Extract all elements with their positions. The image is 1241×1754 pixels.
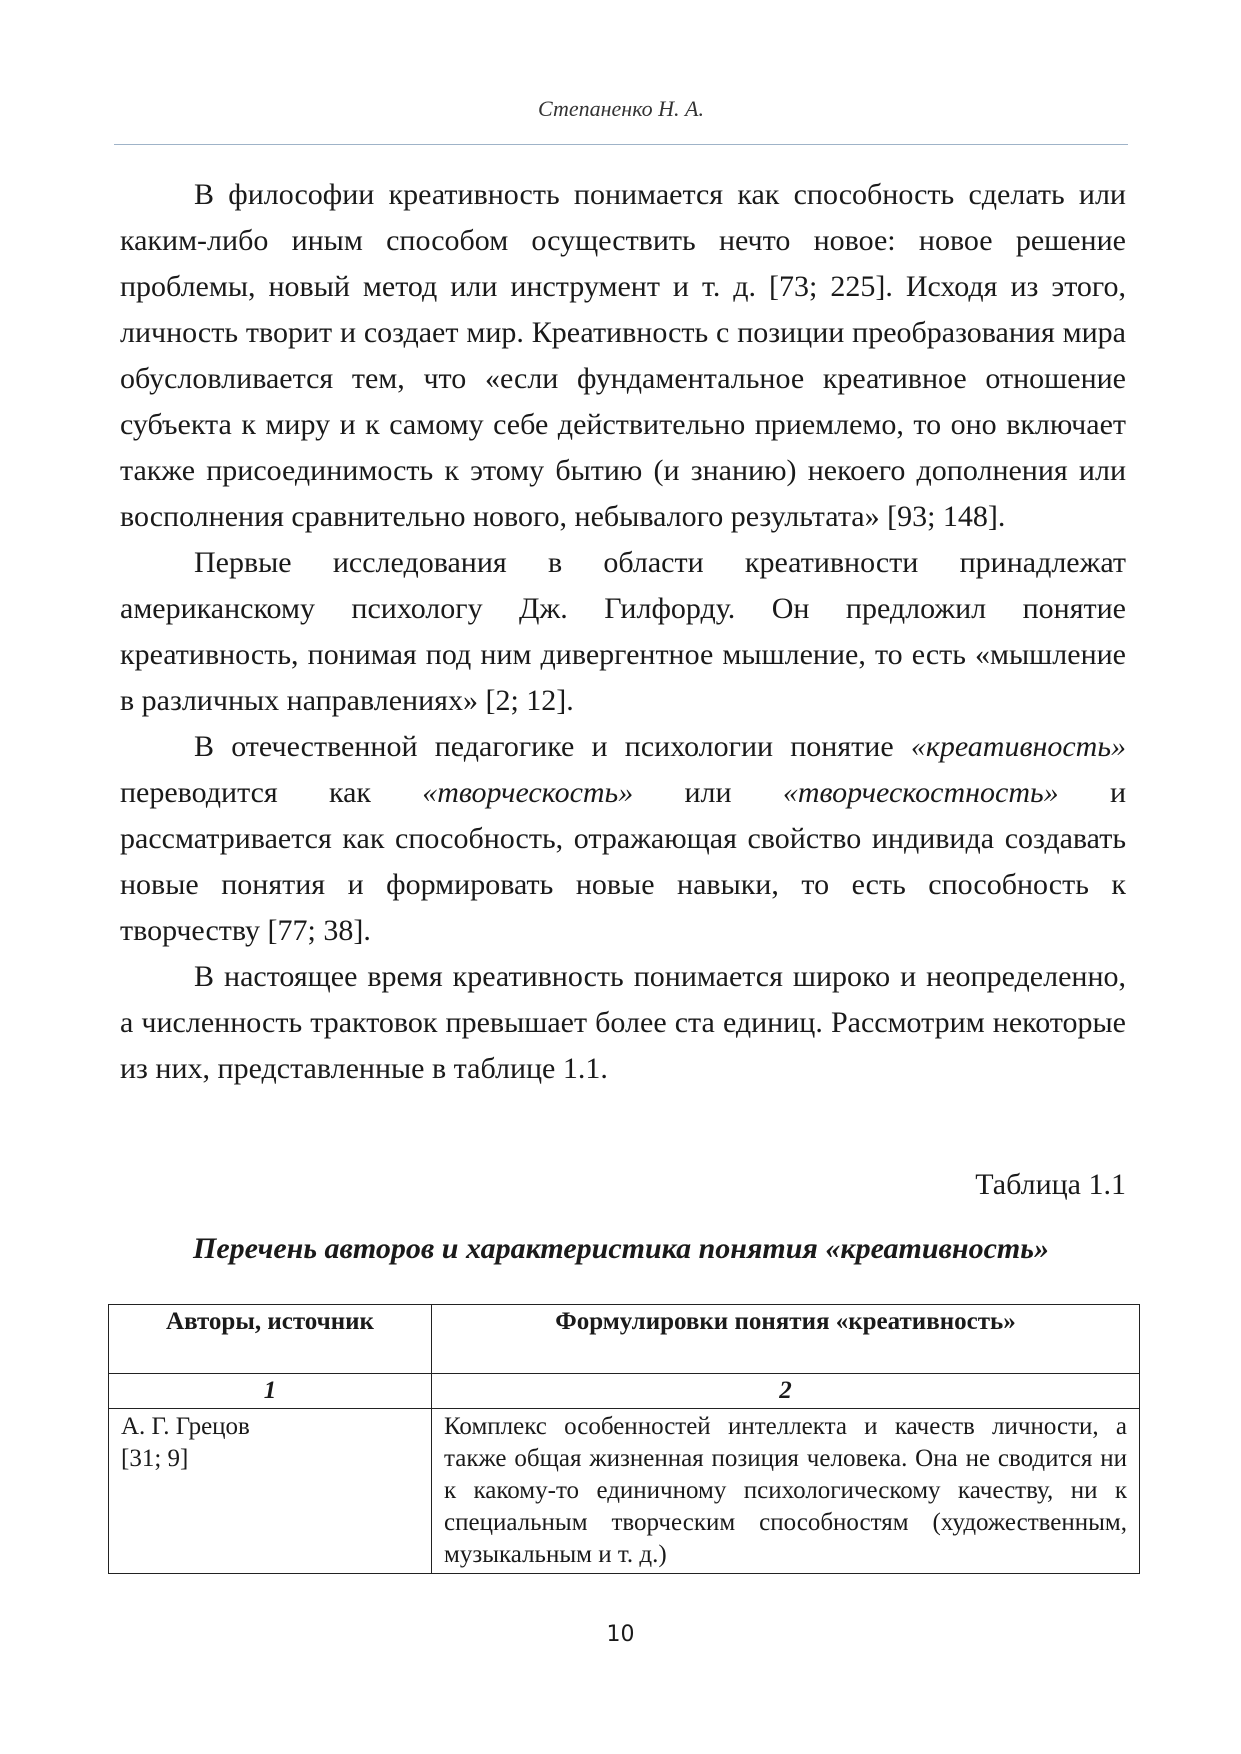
table-caption: Таблица 1.1 (975, 1168, 1126, 1201)
running-header: Степаненко Н. А. (537, 96, 704, 121)
table-header-row (109, 1305, 1140, 1374)
table-cell-definition: Комплекс особенностей интеллекта и качеств личности, а также общая жизненная позиция человека. Она не сводится ни к какому-то единичному психологическому качеству, ни к специальным творческим способностям (художественным, музыкальным и т. д.) (432, 1409, 1140, 1574)
column-number-1: 1 (109, 1374, 432, 1409)
body-text (120, 172, 1126, 1092)
author-name: А. Г. Грецов (121, 1413, 250, 1440)
definitions-table (108, 1304, 1140, 1574)
term-creativity: «креативность» (910, 730, 1126, 763)
paragraph-domestic-pedagogy (120, 724, 1126, 954)
page-number: 10 (606, 1622, 635, 1647)
paragraph-guilford: Первые исследования в области креативности принадлежат американскому психологу Дж. Гилфорду. Он предложил понятие креативность, понимая под ним дивергентное мышление, то есть «мышление в различных направлениях» [2; 12]. (120, 546, 1126, 717)
term-tvorcheskostnost: «творческостность» (782, 776, 1059, 809)
author-source: [31; 9] (121, 1445, 189, 1472)
column-number-2: 2 (432, 1374, 1140, 1409)
term-tvorcheskost: «творческость» (422, 776, 634, 809)
table-header-authors: Авторы, источник (109, 1305, 432, 1374)
paragraph-text-segment: или (633, 776, 783, 809)
table-header-definitions: Формулировки понятия «креативность» (432, 1305, 1140, 1374)
paragraph-text-segment: переводится как (120, 776, 423, 809)
header-divider (114, 144, 1128, 145)
paragraph-philosophy: В философии креативность понимается как способность сделать или каким-либо иным способом осуществить нечто новое: новое решение проблемы, новый метод или инструмент и т. д. [73; 225]. Исходя из этого, личность творит и создает мир. Креативность с позиции преобразования мира обусловливается тем, что «если фундаментальное креативное отношение субъекта к миру и к самому себе действительно приемлемо, то оно включает также присоединимость к этому бытию (и знанию) некоего дополнения или восполнения сравнительно нового, небывалого результата» [93; 148]. (120, 178, 1126, 533)
table-cell-author (109, 1409, 432, 1574)
table-title: Перечень авторов и характеристика понятия «креативность» (193, 1232, 1049, 1265)
table-column-number-row (109, 1374, 1140, 1409)
paragraph-text-segment: и рассматривается как способность, отражающая свойство индивида создавать новые понятия и формировать новые навыки, то есть способность к творчеству [77; 38]. (120, 776, 1126, 947)
paragraph-text-segment: В отечественной педагогике и психологии понятие (194, 730, 911, 763)
table-row (109, 1409, 1140, 1574)
paragraph-current-view: В настоящее время креативность понимается широко и неопределенно, а численность трактовок превышает более ста единиц. Рассмотрим некоторые из них, представленные в таблице 1.1. (120, 960, 1126, 1085)
